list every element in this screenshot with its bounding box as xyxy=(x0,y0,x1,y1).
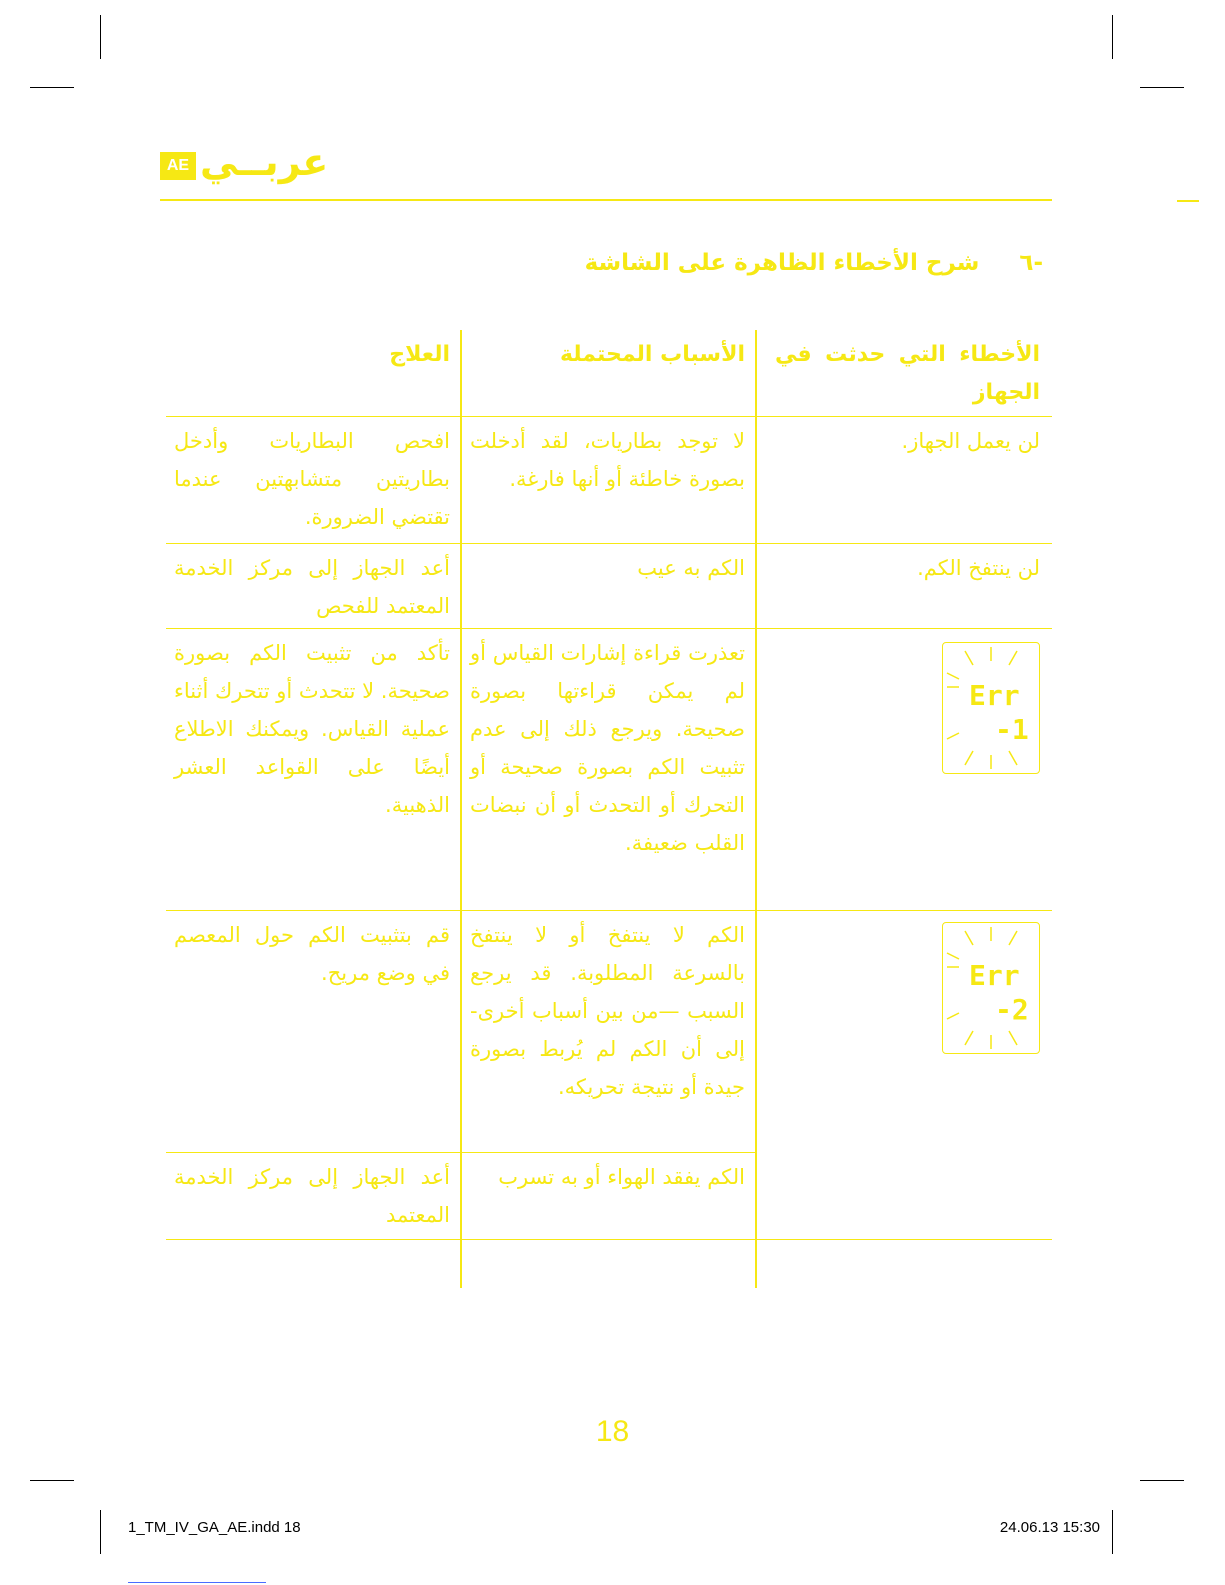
err1-display-icon xyxy=(942,642,1040,774)
row3-cause: تعذرت قراءة إشارات القياس أو لم يمكن قراءتها بصورة صحيحة. ويرجع ذلك إلى عدم تثبيت الكم بصورة صحيحة أو التحرك أو التحدث أو أن نبضات القلب ضعيفة. xyxy=(470,641,745,855)
row-divider xyxy=(166,628,1052,629)
section-number: -٦ xyxy=(1019,250,1043,276)
row1-remedy: افحص البطاريات وأدخل بطاريتين متشابهتين عندما تقتضي الضرورة. xyxy=(174,429,450,529)
row3-remedy: تأكد من تثبيت الكم بصورة صحيحة. لا تتحدث أو تتحرك أثناء عملية القياس. ويمكنك الاطلاع أيضًا على القواعد العشر الذهبية. xyxy=(174,641,450,817)
header-causes: الأسباب المحتملة xyxy=(559,342,745,367)
footer-date: 24.06.13 15:30 xyxy=(999,1519,1100,1536)
err2-lcd-icon xyxy=(943,923,1039,1053)
svg-text:-2: -2 xyxy=(995,993,1029,1026)
section-title: شرح الأخطاء الظاهرة على الشاشة xyxy=(584,250,980,276)
err1-lcd-icon xyxy=(943,643,1039,773)
row-divider xyxy=(166,1152,756,1153)
page-number: 18 xyxy=(595,1415,630,1448)
row5-cause: الكم يفقد الهواء أو به تسرب xyxy=(498,1165,745,1189)
header-remedy: العلاج xyxy=(389,342,450,367)
row-divider xyxy=(166,1239,1052,1240)
footer-filename: 1_TM_IV_GA_AE.indd 18 xyxy=(128,1519,301,1536)
row4-cause: الكم لا ينتفخ أو لا ينتفخ بالسرعة المطلوبة. قد يرجع السبب —من بين أسباب أخرى- إلى أن الكم لم يُربط بصورة جيدة أو نتيجة تحريكه. xyxy=(470,923,745,1099)
err2-display-icon xyxy=(942,922,1040,1054)
language-title: عربــي xyxy=(200,140,329,184)
row2-error: لن ينتفخ الكم. xyxy=(917,556,1040,580)
row-divider xyxy=(166,416,1052,417)
row5-remedy: أعد الجهاز إلى مركز الخدمة المعتمد xyxy=(174,1165,450,1227)
row-divider xyxy=(166,543,1052,544)
column-divider xyxy=(755,330,757,1288)
row4-remedy: قم بتثبيت الكم حول المعصم في وضع مريح. xyxy=(174,923,450,985)
svg-text:-1: -1 xyxy=(995,713,1029,746)
language-badge: AE xyxy=(160,152,196,180)
row1-error: لن يعمل الجهاز. xyxy=(901,429,1040,453)
svg-text:Err: Err xyxy=(969,679,1020,712)
column-divider xyxy=(460,330,462,1288)
row2-remedy: أعد الجهاز إلى مركز الخدمة المعتمد للفحص xyxy=(174,556,450,618)
bottom-link-line xyxy=(128,1582,266,1583)
row2-cause: الكم به عيب xyxy=(637,556,745,580)
row-divider xyxy=(166,910,1052,911)
row1-cause: لا توجد بطاريات، لقد أدخلت بصورة خاطئة أو أنها فارغة. xyxy=(470,429,745,491)
header-errors: الأخطاء التي حدثت في الجهاز xyxy=(775,342,1040,405)
svg-text:Err: Err xyxy=(969,959,1020,992)
